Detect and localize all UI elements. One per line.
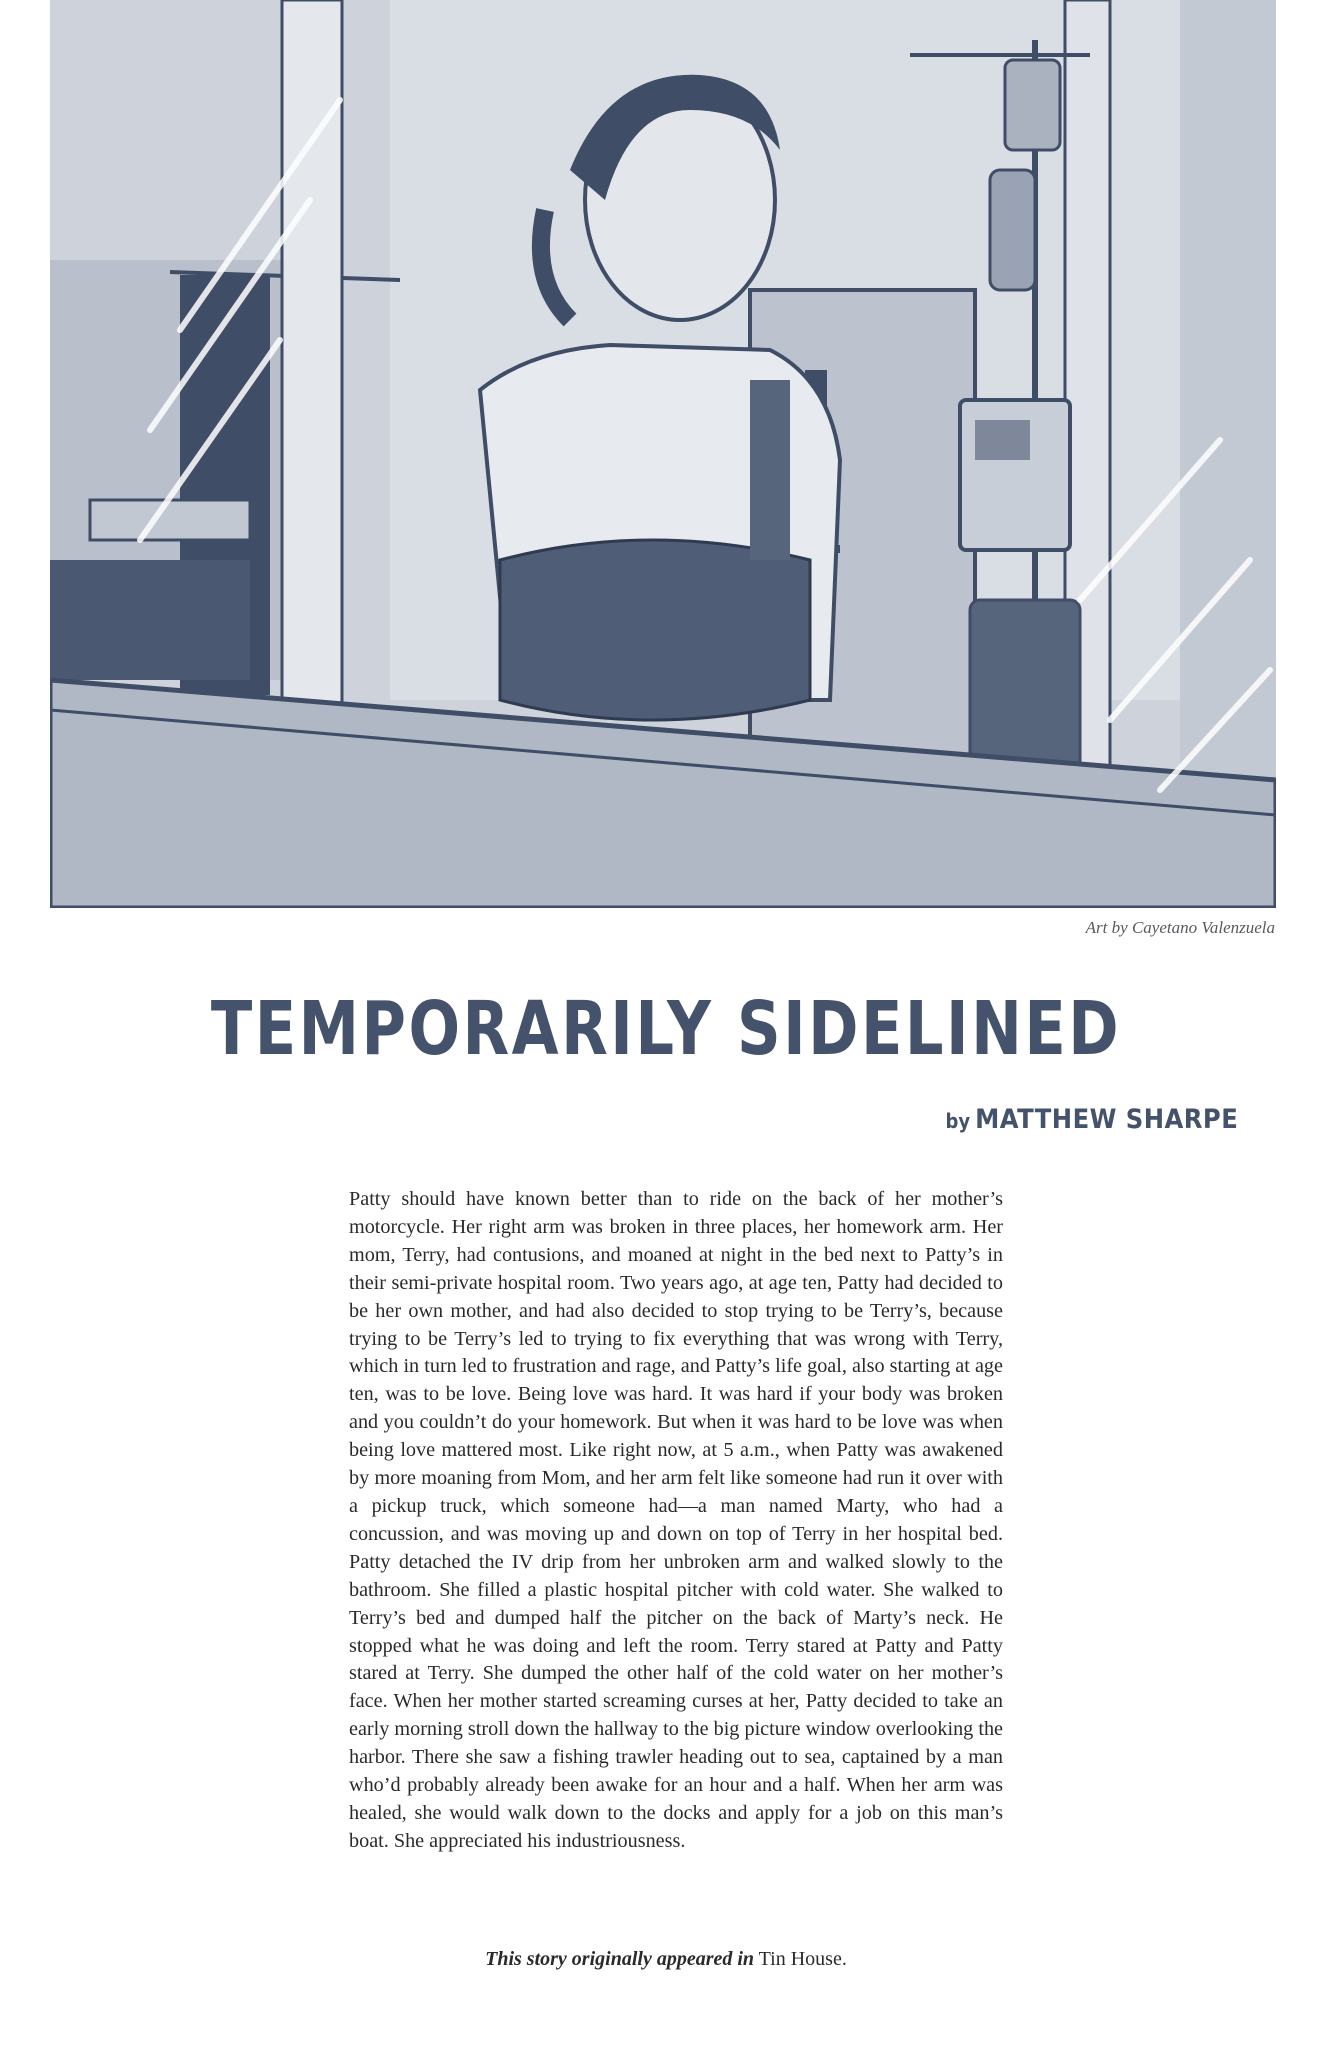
story-illustration: [50, 0, 1276, 908]
publication-note-lead: This story originally appeared in: [485, 1948, 755, 1970]
story-title: TEMPORARILY SIDELINED: [210, 986, 1122, 1072]
publication-source: Tin House.: [758, 1948, 847, 1970]
publication-note: [0, 1948, 1332, 1971]
art-credit: Art by Cayetano Valenzuela: [1085, 918, 1275, 937]
byline: [945, 1104, 1238, 1135]
byline-prefix: by: [945, 1109, 970, 1133]
story-body: Patty should have known better than to ride on the back of her mother’s motorcycle. Her right arm was broken in three places, her homework arm. Her mom, Terry, had contusions, and moaned at night in the bed next to Patty’s in their semi-private hospital room. Two years ago, at age ten, Patty had decided to be her own mother, and had also decided to stop trying to be Terry’s, because trying to be Terry’s led to trying to fix everything that was wrong with Terry, which in turn led to frustration and rage, and Patty’s life goal, also starting at age ten, was to be love. Being love was hard. It was hard if your body was broken and you couldn’t do your homework. But when it was hard to be love was when being love mattered most. Like right now, at 5 a.m., when Patty was awakened by more moaning from Mom, and her arm felt like someone had run it over with a pickup truck, which someone had—a man named Marty, who had a concussion, and was moving up and down on top of Terry in her hospital bed. Patty detached the IV drip from her unbroken arm and walked slowly to the bathroom. She filled a plastic hospital pitcher with cold water. She walked to Terry’s bed and dumped half the pitcher on the back of Marty’s neck. He stopped what he was doing and left the room. Terry stared at Patty and Patty stared at Terry. She dumped the other half of the cold water on her mother’s face. When her mother started screaming curses at her, Patty decided to take an early morning stroll down the hallway to the big picture window overlooking the harbor. There she saw a fishing trawler heading out to sea, captained by a man who’d probably already been awake for an hour and a half. When her arm was healed, she would walk down to the docks and apply for a job on this man’s boat. She appreciated his industriousness.: [349, 1188, 1003, 1852]
author-name: MATTHEW SHARPE: [974, 1104, 1238, 1135]
